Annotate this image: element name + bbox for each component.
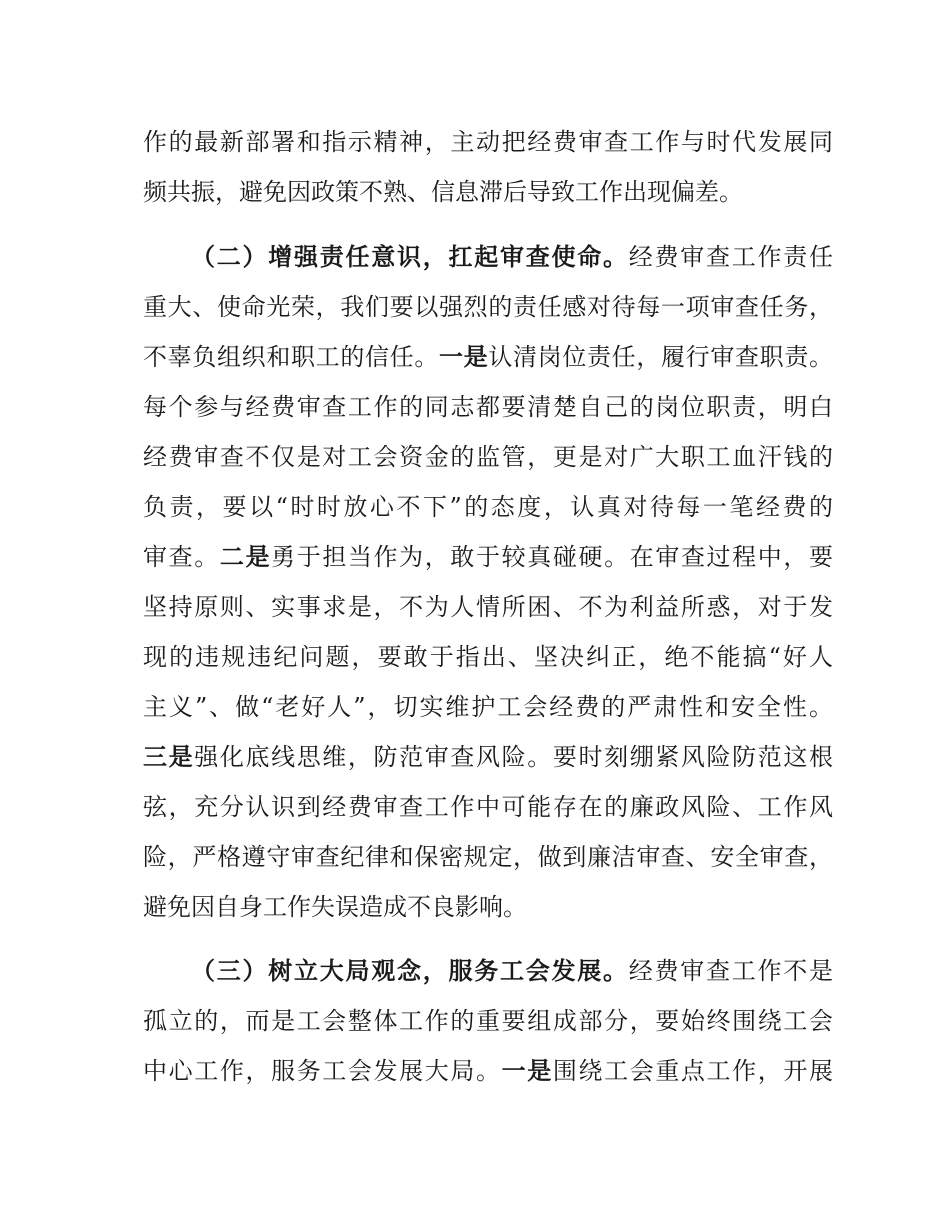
paragraph-1-line-1 — [143, 122, 833, 162]
text-run: 避免因自身工作失误造成不良影响。 — [143, 893, 527, 921]
text-run: 勇于担当作为，敢于较真碰硬。在审查过程中，要 — [271, 543, 834, 571]
section-heading-3: （三）树立大局观念，服务工会发展。 — [191, 957, 629, 985]
text-run: 审查。 — [143, 543, 220, 571]
text-run: 主义”、做“老好人”，切实维护工会经费的严肃性和安全性。 — [143, 693, 833, 721]
text-run: 不辜负组织和职工的信任。 — [143, 343, 439, 371]
paragraph-3-line-3 — [143, 1051, 833, 1091]
paragraph-2-line-11 — [143, 737, 833, 777]
paragraph-2-line-5 — [143, 437, 833, 477]
point-marker-3: 三是 — [143, 743, 195, 771]
paragraph-2-line-1 — [191, 237, 833, 277]
text-run: 重大、使命光荣，我们要以强烈的责任感对待每一项审查任务， — [143, 293, 833, 321]
section-heading-2: （二）增强责任意识，扛起审查使命。 — [191, 243, 629, 271]
text-run: 每个参与经费审查工作的同志都要清楚自己的岗位职责，明白 — [143, 393, 833, 421]
paragraph-2-line-10 — [143, 687, 833, 727]
text-run: 负责，要以“时时放心不下”的态度，认真对待每一笔经费的 — [143, 493, 833, 521]
paragraph-2-line-13 — [143, 837, 833, 877]
text-run: 中心工作，服务工会发展大局。 — [143, 1057, 502, 1085]
text-run: 频共振，避免因政策不熟、信息滞后导致工作出现偏差。 — [143, 178, 743, 206]
paragraph-3-line-1 — [191, 951, 833, 991]
point-marker-1: 一是 — [501, 1057, 553, 1085]
text-run: 经费审查工作责任 — [628, 243, 833, 271]
text-run: 弦，充分认识到经费审查工作中可能存在的廉政风险、工作风 — [143, 793, 833, 821]
paragraph-2-line-4 — [143, 387, 833, 427]
paragraph-2-line-3 — [143, 337, 833, 377]
point-marker-1: 一是 — [439, 343, 489, 371]
text-run: 认清岗位责任，履行审查职责。 — [488, 343, 834, 371]
text-run: 围绕工会重点工作，开展 — [552, 1057, 834, 1085]
point-marker-2: 二是 — [219, 543, 272, 571]
paragraph-2-line-14 — [143, 887, 833, 927]
paragraph-2-line-12 — [143, 787, 833, 827]
paragraph-2-line-8 — [143, 587, 833, 627]
text-run: 经费审查工作不是 — [628, 957, 833, 985]
paragraph-3-line-2 — [143, 1001, 833, 1041]
paragraph-2-line-9 — [143, 637, 833, 677]
text-run: 险，严格遵守审查纪律和保密规定，做到廉洁审查、安全审查， — [143, 843, 833, 871]
text-run: 孤立的，而是工会整体工作的重要组成部分，要始终围绕工会 — [143, 1007, 833, 1035]
paragraph-2-line-6 — [143, 487, 833, 527]
paragraph-2-line-7 — [143, 537, 833, 577]
text-run: 强化底线思维，防范审查风险。要时刻绷紧风险防范这根 — [194, 743, 834, 771]
paragraph-2-line-2 — [143, 287, 833, 327]
text-run: 作的最新部署和指示精神，主动把经费审查工作与时代发展同 — [143, 128, 833, 156]
text-run: 坚持原则、实事求是，不为人情所困、不为利益所惑，对于发 — [143, 593, 833, 621]
text-run: 现的违规违纪问题，要敢于指出、坚决纠正，绝不能搞“好人 — [143, 643, 833, 671]
text-run: 经费审查不仅是对工会资金的监管，更是对广大职工血汗钱的 — [143, 443, 833, 471]
paragraph-1-line-2 — [143, 172, 833, 212]
